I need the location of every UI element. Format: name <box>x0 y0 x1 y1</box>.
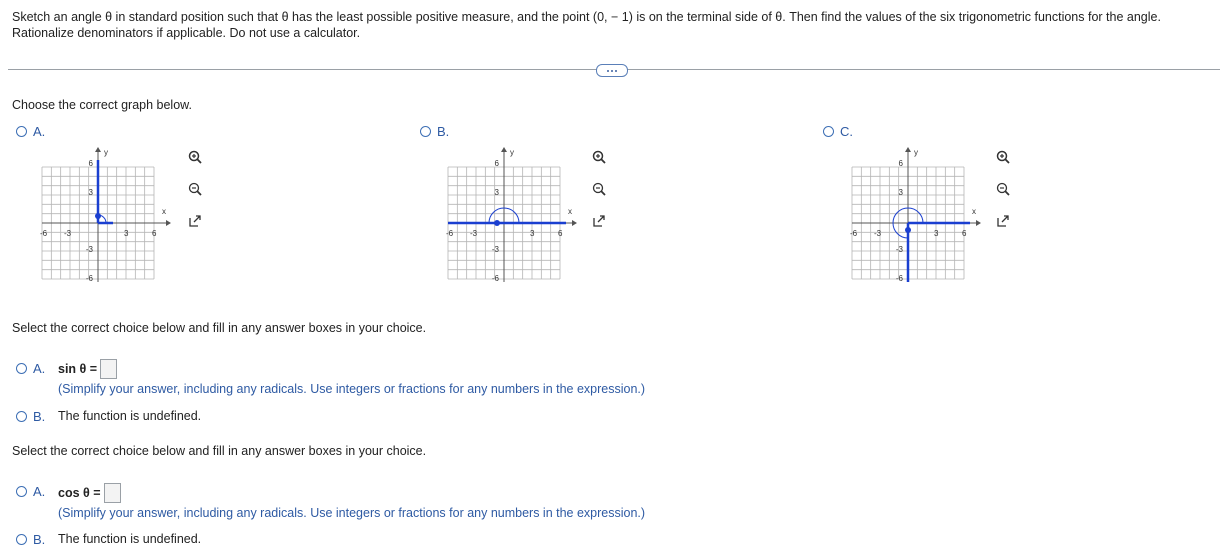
sin-hint: (Simplify your answer, including any radicals. Use integers or fractions for any numbers in the expression.) <box>58 382 646 396</box>
radio-sin-b[interactable] <box>16 411 27 422</box>
cos-prompt: Select the correct choice below and fill in any answer boxes in your choice. <box>12 444 427 458</box>
sin-choice-b-text: The function is undefined. <box>58 409 202 423</box>
radio-graph-a[interactable] <box>16 126 27 137</box>
zoom-in-icon[interactable] <box>590 148 608 166</box>
graph-c-tick-x-3: -3 <box>874 229 882 238</box>
graph-c <box>850 146 976 286</box>
graph-option-a[interactable] <box>16 124 45 139</box>
graph-b-x-label: x <box>568 207 572 216</box>
graph-b-tick-y-3: -3 <box>491 245 499 254</box>
radio-graph-c[interactable] <box>823 126 834 137</box>
cos-answer-row <box>58 483 121 503</box>
graph-a-point <box>95 213 101 219</box>
zoom-in-icon[interactable] <box>186 148 204 166</box>
ellipsis-icon <box>607 70 617 72</box>
sin-prompt: Select the correct choice below and fill in any answer boxes in your choice. <box>12 321 427 335</box>
graph-b-tick-x-3: -3 <box>470 229 478 238</box>
graph-a-svg <box>40 146 164 286</box>
cos-choice-a[interactable] <box>16 484 45 499</box>
graph-a-tick-y6: 6 <box>88 159 93 168</box>
sin-choice-a-letter: A. <box>33 361 46 376</box>
graph-a-x-label: x <box>162 207 166 216</box>
graph-b-tick-y6: 6 <box>494 159 499 168</box>
cos-choice-b-text: The function is undefined. <box>58 532 202 546</box>
graph-c-tick-x6: 6 <box>962 229 967 238</box>
expand-more-button[interactable] <box>596 64 628 77</box>
question-text <box>12 9 1212 41</box>
question-line-1: Sketch an angle θ in standard position such that θ has the least possible positive measure, and the point (0, − 1) is on the terminal side of θ. Then find the values of the six trigonometric functions for the angle. <box>12 10 1161 24</box>
zoom-out-icon[interactable] <box>186 180 204 198</box>
expand-graph-icon[interactable] <box>994 212 1012 230</box>
graph-b <box>446 146 572 286</box>
graph-a-tick-y3: 3 <box>88 188 93 197</box>
graph-a-tools <box>186 148 204 230</box>
graph-option-b[interactable] <box>420 124 449 139</box>
zoom-out-icon[interactable] <box>590 180 608 198</box>
graph-option-b-label: B. <box>437 124 450 139</box>
sin-answer-box[interactable] <box>100 359 117 379</box>
graph-c-tools <box>994 148 1012 230</box>
graph-a-tick-x6: 6 <box>152 229 157 238</box>
sin-answer-row <box>58 359 117 379</box>
cos-hint: (Simplify your answer, including any radicals. Use integers or fractions for any numbers in the expression.) <box>58 506 646 520</box>
graph-c-x-label: x <box>972 207 976 216</box>
graph-c-tick-y-3: -3 <box>895 245 903 254</box>
radio-cos-b[interactable] <box>16 534 27 545</box>
graph-b-tick-x3: 3 <box>530 229 535 238</box>
graph-a-tick-x3: 3 <box>124 229 129 238</box>
graph-a-y-label: y <box>104 148 108 157</box>
cos-choice-a-letter: A. <box>33 484 46 499</box>
graph-c-y-label: y <box>914 148 918 157</box>
radio-cos-a[interactable] <box>16 486 27 497</box>
graph-c-tick-x3: 3 <box>934 229 939 238</box>
graph-b-svg <box>446 146 570 286</box>
expand-graph-icon[interactable] <box>590 212 608 230</box>
cos-choice-b-letter: B. <box>33 532 46 547</box>
graph-c-tick-y-6: -6 <box>895 274 903 283</box>
graph-option-a-label: A. <box>33 124 46 139</box>
graph-a-tick-x-6: -6 <box>40 229 48 238</box>
graph-prompt: Choose the correct graph below. <box>12 98 192 112</box>
sin-choice-a[interactable] <box>16 361 45 376</box>
graph-c-point <box>905 227 911 233</box>
graph-b-tick-y3: 3 <box>494 188 499 197</box>
graph-a-tick-y-3: -3 <box>85 245 93 254</box>
radio-sin-a[interactable] <box>16 363 27 374</box>
zoom-out-icon[interactable] <box>994 180 1012 198</box>
graph-c-tick-y3: 3 <box>898 188 903 197</box>
expand-graph-icon[interactable] <box>186 212 204 230</box>
sin-choice-b[interactable] <box>16 409 45 424</box>
question-line-2: Rationalize denominators if applicable. Do not use a calculator. <box>12 26 361 40</box>
graph-b-tick-x-6: -6 <box>446 229 454 238</box>
graph-c-svg <box>850 146 974 286</box>
graph-b-tools <box>590 148 608 230</box>
cos-expression: cos θ = <box>58 486 101 500</box>
graph-option-c-label: C. <box>840 124 853 139</box>
graph-c-tick-x-6: -6 <box>850 229 858 238</box>
graph-b-y-label: y <box>510 148 514 157</box>
sin-choice-b-letter: B. <box>33 409 46 424</box>
graph-a-tick-y-6: -6 <box>85 274 93 283</box>
graph-a <box>40 146 166 286</box>
graph-b-tick-y-6: -6 <box>491 274 499 283</box>
graph-a-tick-x-3: -3 <box>64 229 72 238</box>
graph-c-tick-y6: 6 <box>898 159 903 168</box>
graph-option-c[interactable] <box>823 124 853 139</box>
cos-choice-b[interactable] <box>16 532 45 547</box>
zoom-in-icon[interactable] <box>994 148 1012 166</box>
graph-b-point <box>494 220 500 226</box>
cos-answer-box[interactable] <box>104 483 121 503</box>
graph-b-tick-x6: 6 <box>558 229 563 238</box>
sin-expression: sin θ = <box>58 362 98 376</box>
radio-graph-b[interactable] <box>420 126 431 137</box>
